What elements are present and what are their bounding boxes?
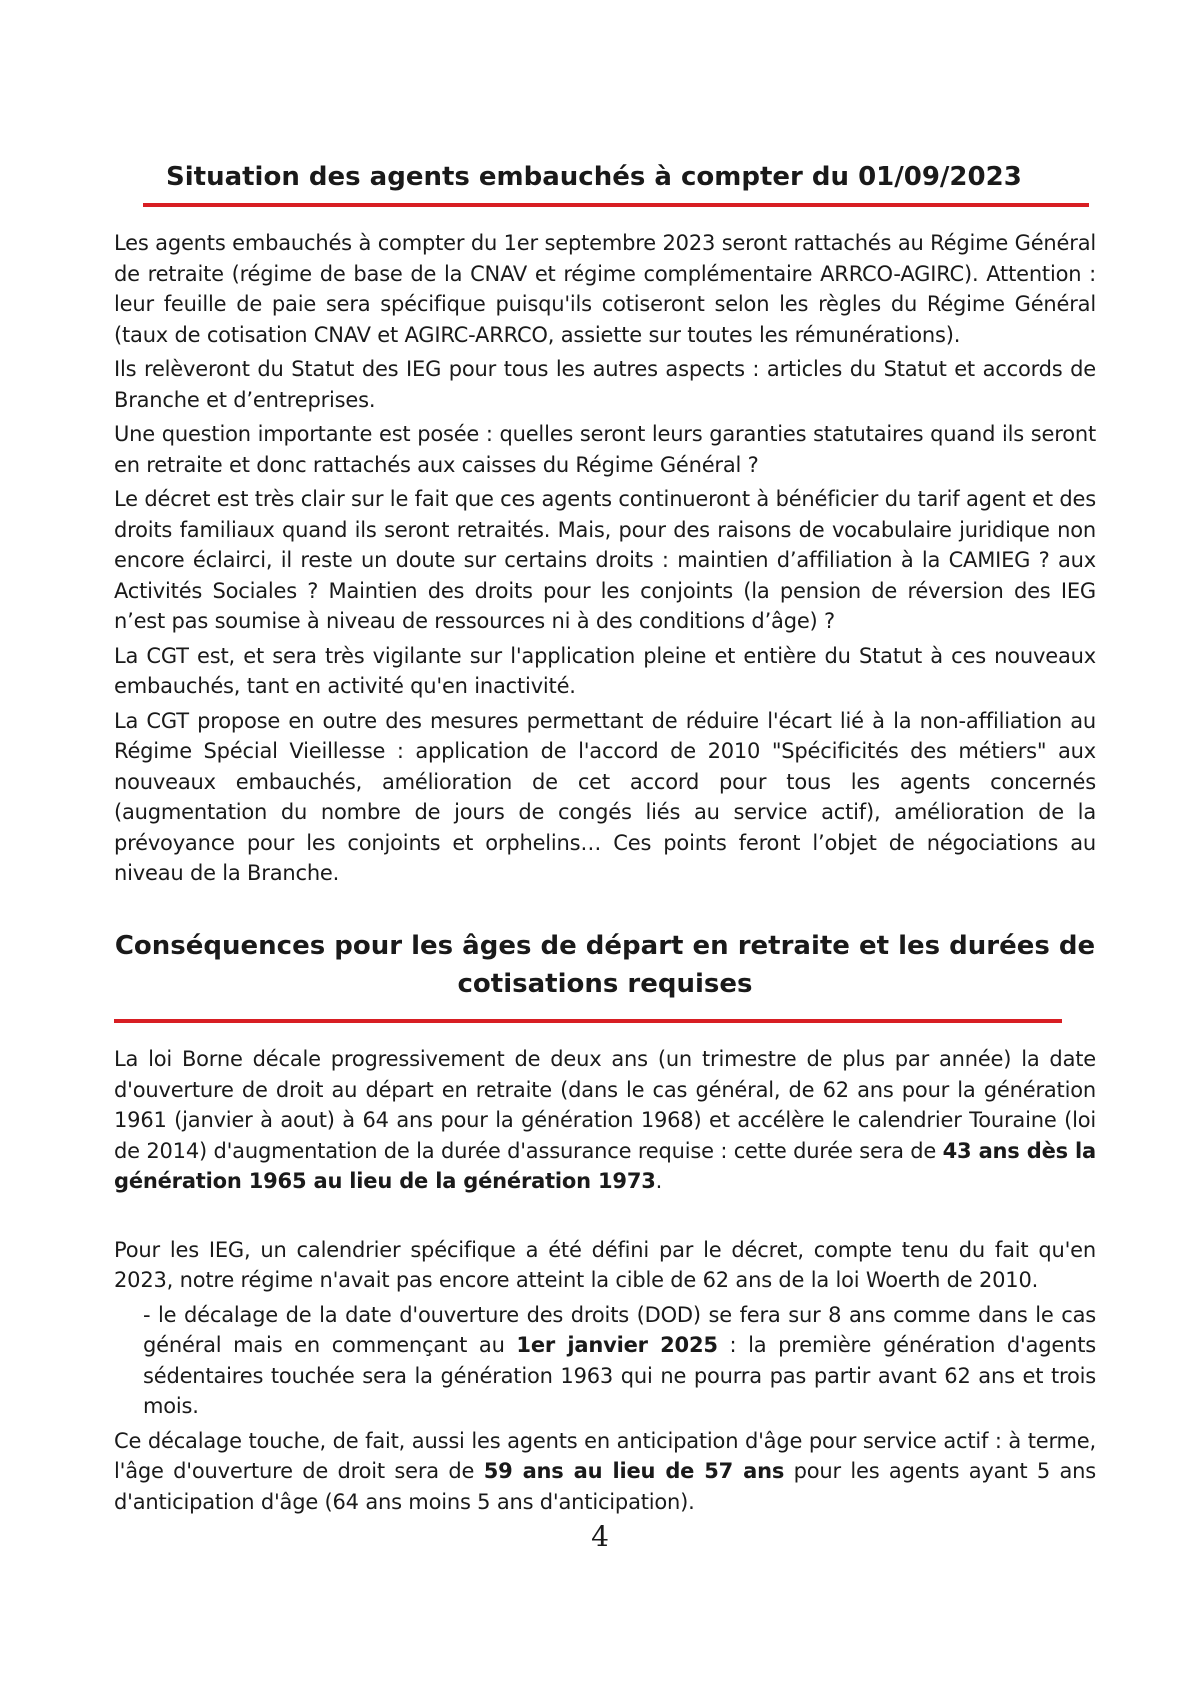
- paragraph: La CGT est, et sera très vigilante sur l'application pleine et entière du Statut à ces nouveaux embauchés, tant en activité qu'en inactivité.: [114, 643, 1096, 698]
- bullet-text: - le décalage de la date d'ouverture des droits (DOD) se fera sur 8 ans comme dans le cas général mais en commençant au: [143, 1302, 1096, 1357]
- paragraph-text: .: [655, 1169, 663, 1193]
- paragraph: Pour les IEG, un calendrier spécifique a été défini par le décret, compte tenu du fait qu'en 2023, notre régime n'avait pas encore atteint la cible de 62 ans de la loi Woerth de 2010.: [114, 1237, 1096, 1292]
- section-situation-body: [114, 228, 1096, 893]
- paragraph: La CGT propose en outre des mesures permettant de réduire l'écart lié à la non-affiliation au Régime Spécial Vieillesse : application de l'accord de 2010 "Spécificités des métiers" aux nouveaux embauchés, amélioration de cet accord pour tous les agents concernés (augmentation du nombre de jours de congés liés au service actif), amélioration de la prévoyance pour les conjoints et orphelins… Ces points feront l’objet de négociations au niveau de la Branche.: [114, 708, 1096, 885]
- bullet-text: : la première génération d'agents sédentaires touchée sera la génération 1963 qui ne pourra pas partir avant 62 ans et trois mois.: [143, 1333, 1097, 1418]
- section-consequences-body: [114, 1044, 1096, 1521]
- title-underline: [114, 1019, 1062, 1023]
- paragraph-text: Ce décalage touche, de fait, aussi les agents en anticipation d'âge pour service actif : à terme, l'âge d'ouverture de droit sera de: [114, 1428, 1096, 1483]
- paragraph: Ils relèveront du Statut des IEG pour tous les autres aspects : articles du Statut et accords de Branche et d’entreprises.: [114, 357, 1096, 412]
- page-number: 4: [591, 1520, 609, 1553]
- paragraph-text: La loi Borne décale progressivement de deux ans (un trimestre de plus par année) la date d'ouverture de droit au départ en retraite (dans le cas général, de 62 ans pour la génération 1961 (janvier à aout) à 64 ans pour la génération 1968) et accélère le calendrier Touraine (loi de 2014) d'augmentation de la durée d'assurance requise : cette durée sera de: [114, 1047, 1096, 1163]
- paragraph-emphasis: 43 ans dès la génération 1965 au lieu de la génération 1973: [114, 1138, 1097, 1193]
- paragraph: Le décret est très clair sur le fait que ces agents continueront à bénéficier du tarif agent et des droits familiaux quand ils seront retraités. Mais, pour des raisons de vocabulaire juridique non encore éclairci, il reste un doute sur certains droits : maintien d’affiliation à la CAMIEG ? aux Activités Sociales ? Maintien des droits pour les conjoints (la pension de réversion des IEG n’est pas soumise à niveau de ressources ni à des conditions d’âge) ?: [114, 487, 1096, 633]
- paragraph: [114, 1044, 1096, 1197]
- section-title-consequences: Conséquences pour les âges de départ en retraite et les durées de cotisations requises: [114, 931, 1096, 999]
- paragraph-text: pour les agents ayant 5 ans d'anticipation d'âge (64 ans moins 5 ans d'anticipation).: [114, 1459, 1096, 1514]
- title-underline: [143, 203, 1089, 207]
- bullet-item: [114, 1300, 1096, 1422]
- paragraph: Une question importante est posée : quelles seront leurs garanties statutaires quand ils seront en retraite et donc rattachés aux caisses du Régime Général ?: [114, 422, 1096, 477]
- section-title-situation: Situation des agents embauchés à compter du 01/09/2023: [166, 162, 1022, 192]
- bullet-emphasis: 1er janvier 2025: [516, 1333, 718, 1357]
- paragraph-emphasis: 59 ans au lieu de 57 ans: [483, 1459, 785, 1483]
- paragraph: [114, 1426, 1096, 1518]
- paragraph: Les agents embauchés à compter du 1er septembre 2023 seront rattachés au Régime Général de retraite (régime de base de la CNAV et régime complémentaire ARRCO-AGIRC). Attention : leur feuille de paie sera spécifique puisqu'ils cotiseront selon les règles du Régime Général (taux de cotisation CNAV et AGIRC-ARRCO, assiette sur toutes les rémunérations).: [114, 231, 1096, 347]
